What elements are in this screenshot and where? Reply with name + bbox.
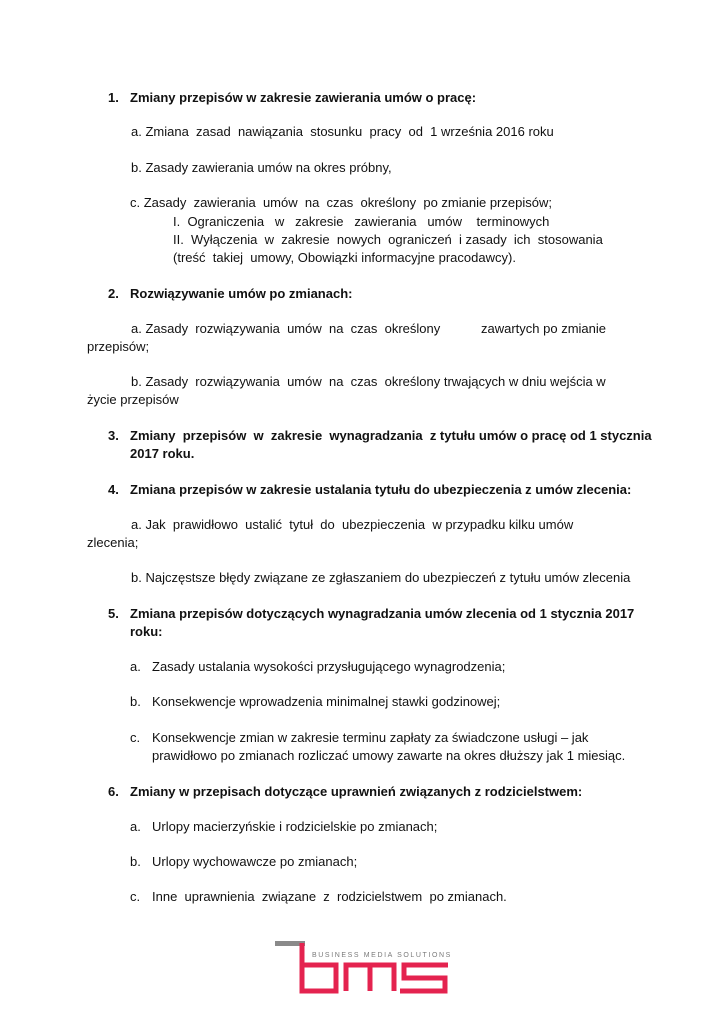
section-4-item-b: b. Najczęstsze błędy związane ze zgłaszaniem do ubezpieczeń z tytułu umów zlecenia — [131, 570, 631, 585]
section-5-title-cont: roku: — [130, 624, 163, 639]
section-1-number: 1. — [108, 90, 119, 105]
section-4-item-a: a. Jak prawidłowo ustalić tytuł do ubezpieczenia w przypadku kilku umów — [131, 517, 574, 532]
section-2-number: 2. — [108, 286, 119, 301]
section-2-item-a-tail: zawartych po zmianie — [481, 321, 606, 336]
section-4-title: Zmiana przepisów w zakresie ustalania tytułu do ubezpieczenia z umów zlecenia: — [130, 482, 632, 497]
section-1-subitem-2: II. Wyłączenia w zakresie nowych ograniczeń i zasady ich stosowania — [173, 232, 603, 247]
section-1-item-b: b. Zasady zawierania umów na okres próbny, — [131, 160, 392, 175]
section-5-item-b-letter: b. — [130, 694, 141, 709]
section-3-title-cont: 2017 roku. — [130, 446, 195, 461]
section-3-number: 3. — [108, 428, 119, 443]
section-1-subitem-1: I. Ograniczenia w zakresie zawierania umów terminowych — [173, 214, 550, 229]
section-4-number: 4. — [108, 482, 119, 497]
section-6-number: 6. — [108, 784, 119, 799]
section-5-item-c-letter: c. — [130, 730, 141, 745]
section-6-item-c-letter: c. — [130, 889, 141, 904]
section-1-item-a: a. Zmiana zasad nawiązania stosunku pracy od 1 września 2016 roku — [131, 124, 554, 139]
section-2-item-b-cont: życie przepisów — [87, 392, 179, 407]
section-6-title: Zmiany w przepisach dotyczące uprawnień związanych z rodzicielstwem: — [130, 784, 583, 799]
section-5-item-a: Zasady ustalania wysokości przysługującego wynagrodzenia; — [152, 659, 506, 674]
section-5-item-c-cont: prawidłowo po zmianach rozliczać umowy zawarte na okres dłuższy jak 1 miesiąc. — [152, 748, 626, 763]
section-6-item-b-letter: b. — [130, 854, 141, 869]
section-6-item-a-letter: a. — [130, 819, 141, 834]
section-5-item-c: Konsekwencje zmian w zakresie terminu zapłaty za świadczone usługi – jak — [152, 730, 589, 745]
section-2-item-b: b. Zasady rozwiązywania umów na czas określony trwających w dniu wejścia w — [131, 374, 606, 389]
logo-wordmark-text: bms — [272, 939, 274, 940]
bms-logo — [272, 939, 452, 997]
section-1-item-c: c. Zasady zawierania umów na czas określony po zmianie przepisów; — [130, 195, 552, 210]
section-6-item-a: Urlopy macierzyńskie i rodzicielskie po zmianach; — [152, 819, 438, 834]
logo-tagline: BUSINESS MEDIA SOLUTIONS — [312, 952, 452, 959]
section-6-item-c: Inne uprawnienia związane z rodzicielstwem po zmianach. — [152, 889, 507, 904]
section-3-title: Zmiany przepisów w zakresie wynagradzania z tytułu umów o pracę od 1 stycznia — [130, 428, 652, 443]
section-5-item-b: Konsekwencje wprowadzenia minimalnej stawki godzinowej; — [152, 694, 501, 709]
section-2-title: Rozwiązywanie umów po zmianach: — [130, 286, 353, 301]
section-1-subitem-2-cont: (treść takiej umowy, Obowiązki informacyjne pracodawcy). — [173, 250, 516, 265]
logo-wordmark — [302, 943, 448, 991]
section-5-title: Zmiana przepisów dotyczących wynagradzania umów zlecenia od 1 stycznia 2017 — [130, 606, 635, 621]
section-4-item-a-cont: zlecenia; — [87, 535, 139, 550]
section-2-item-a-cont: przepisów; — [87, 339, 150, 354]
section-5-number: 5. — [108, 606, 119, 621]
section-1-title: Zmiany przepisów w zakresie zawierania umów o pracę: — [130, 90, 477, 105]
section-2-item-a: a. Zasady rozwiązywania umów na czas określony — [131, 321, 441, 336]
section-6-item-b: Urlopy wychowawcze po zmianach; — [152, 854, 358, 869]
section-5-item-a-letter: a. — [130, 659, 141, 674]
